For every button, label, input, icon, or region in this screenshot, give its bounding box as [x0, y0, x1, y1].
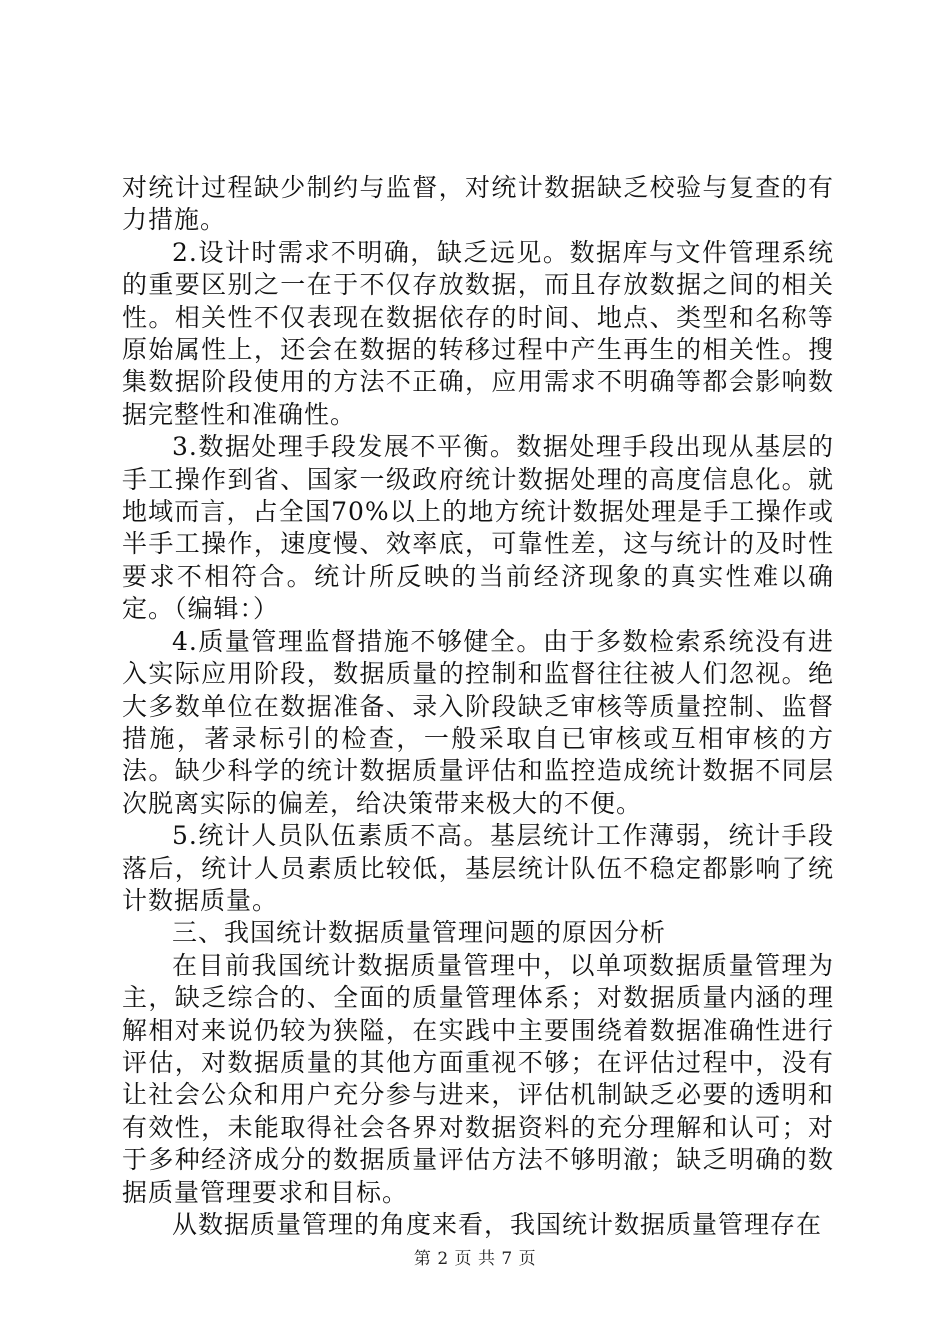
paragraph-item-5: 5.统计人员队伍素质不高。基层统计工作薄弱，统计手段落后，统计人员素质比较低，基层统计队伍不稳定都影响了统计数据质量。 [122, 821, 834, 915]
paragraph-item-3: 3.数据处理手段发展不平衡。数据处理手段出现从基层的手工操作到省、国家一级政府统计数据处理的高度信息化。就地域而言，占全国70%以上的地方统计数据处理是手工操作或半手工操作，速度慢、效率底，可靠性差，这与统计的及时性要求不相符合。统计所反映的当前经济现象的真实性难以确定。（编辑：） [122, 432, 834, 624]
paragraph-item-2: 2.设计时需求不明确，缺乏远见。数据库与文件管理系统的重要区别之一在于不仅存放数据，而且存放数据之间的相关性。相关性不仅表现在数据依存的时间、地点、类型和名称等原始属性上，还会在数据的转移过程中产生再生的相关性。搜集数据阶段使用的方法不正确，应用需求不明确等都会影响数据完整性和准确性。 [122, 237, 834, 429]
paragraph-continuation: 对统计过程缺少制约与监督，对统计数据缺乏校验与复查的有力措施。 [122, 173, 834, 235]
document-body [122, 172, 834, 1241]
paragraph-trailing: 从数据质量管理的角度来看，我国统计数据质量管理存在 [172, 1210, 823, 1239]
paragraph-analysis: 在目前我国统计数据质量管理中，以单项数据质量管理为主，缺乏综合的、全面的质量管理体系；对数据质量内涵的理解相对来说仍较为狭隘，在实践中主要围绕着数据准确性进行评估，对数据质量的其他方面重视不够；在评估过程中，没有让社会公众和用户充分参与进来，评估机制缺乏必要的透明和有效性，未能取得社会各界对数据资料的充分理解和认可；对于多种经济成分的数据质量评估方法不够明澈；缺乏明确的数据质量管理要求和目标。 [122, 950, 834, 1207]
page-number-footer: 第 2 页 共 7 页 [413, 1249, 537, 1269]
section-heading: 三、我国统计数据质量管理问题的原因分析 [172, 918, 667, 948]
paragraph-item-4: 4.质量管理监督措施不够健全。由于多数检索系统没有进入实际应用阶段，数据质量的控制和监督往往被人们忽视。绝大多数单位在数据准备、录入阶段缺乏审核等质量控制、监督措施，著录标引的检查，一般采取自已审核或互相审核的方法。缺少科学的统计数据质量评估和监控造成统计数据不同层次脱离实际的偏差，给决策带来极大的不便。 [122, 626, 834, 818]
